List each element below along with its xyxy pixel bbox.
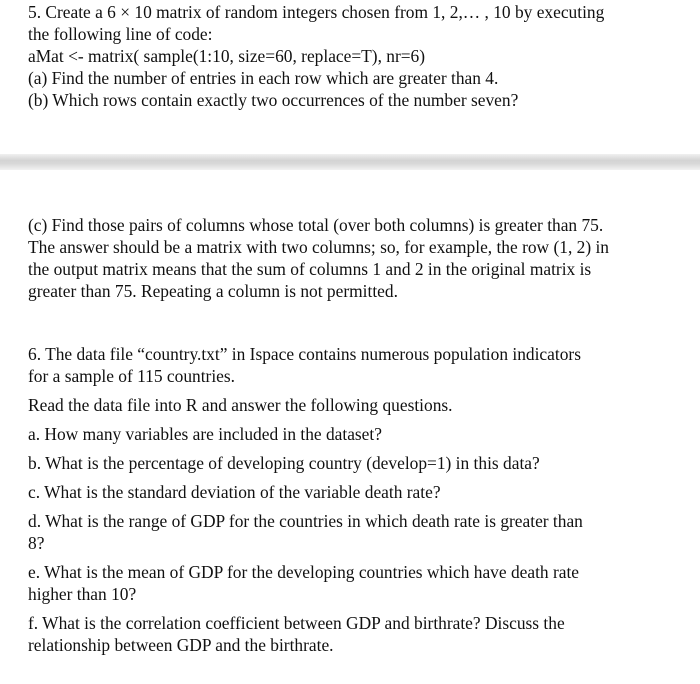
q5c-line-2: The answer should be a matrix with two columns; so, for example, the row (1, 2) in [28,237,610,257]
q5-code-line: aMat <- matrix( sample(1:10, size=60, replace=T), nr=6) [28,46,426,66]
q6-part-b: b. What is the percentage of developing country (develop=1) in this data? [28,453,540,473]
q5c-line-4: greater than 75. Repeating a column is not permitted. [28,281,398,301]
q6-part-d-line-2: 8? [28,533,45,553]
q5c-line-1: (c) Find those pairs of columns whose total (over both columns) is greater than 75. [28,215,604,235]
q6-part-a: a. How many variables are included in the dataset? [28,424,382,444]
q6-intro-line-1: 6. The data file “country.txt” in Ispace contains numerous population indicators [28,344,581,364]
question-5-part-c [28,214,692,302]
q6-part-f-line-2: relationship between GDP and the birthrate. [28,635,334,655]
q5-part-a: (a) Find the number of entries in each row which are greater than 4. [28,68,499,88]
q6-part-e-line-2: higher than 10? [28,584,137,604]
q6-part-f-line-1: f. What is the correlation coefficient between GDP and birthrate? Discuss the [28,613,565,633]
q5-part-b: (b) Which rows contain exactly two occurrences of the number seven? [28,90,519,110]
q6-intro-line-2: for a sample of 115 countries. [28,366,236,386]
q5-line-2: the following line of code: [28,24,213,44]
q5c-line-3: the output matrix means that the sum of columns 1 and 2 in the original matrix is [28,259,592,279]
section-divider [0,154,700,170]
q6-part-c: c. What is the standard deviation of the variable death rate? [28,482,441,502]
question-5 [28,1,692,111]
q5-line-1: 5. Create a 6 × 10 matrix of random integers chosen from 1, 2,… , 10 by executing [28,2,605,22]
question-6 [28,343,692,656]
q6-read-instruction: Read the data file into R and answer the following questions. [28,395,453,415]
q6-part-d-line-1: d. What is the range of GDP for the countries in which death rate is greater than [28,511,583,531]
q6-part-e-line-1: e. What is the mean of GDP for the developing countries which have death rate [28,562,580,582]
